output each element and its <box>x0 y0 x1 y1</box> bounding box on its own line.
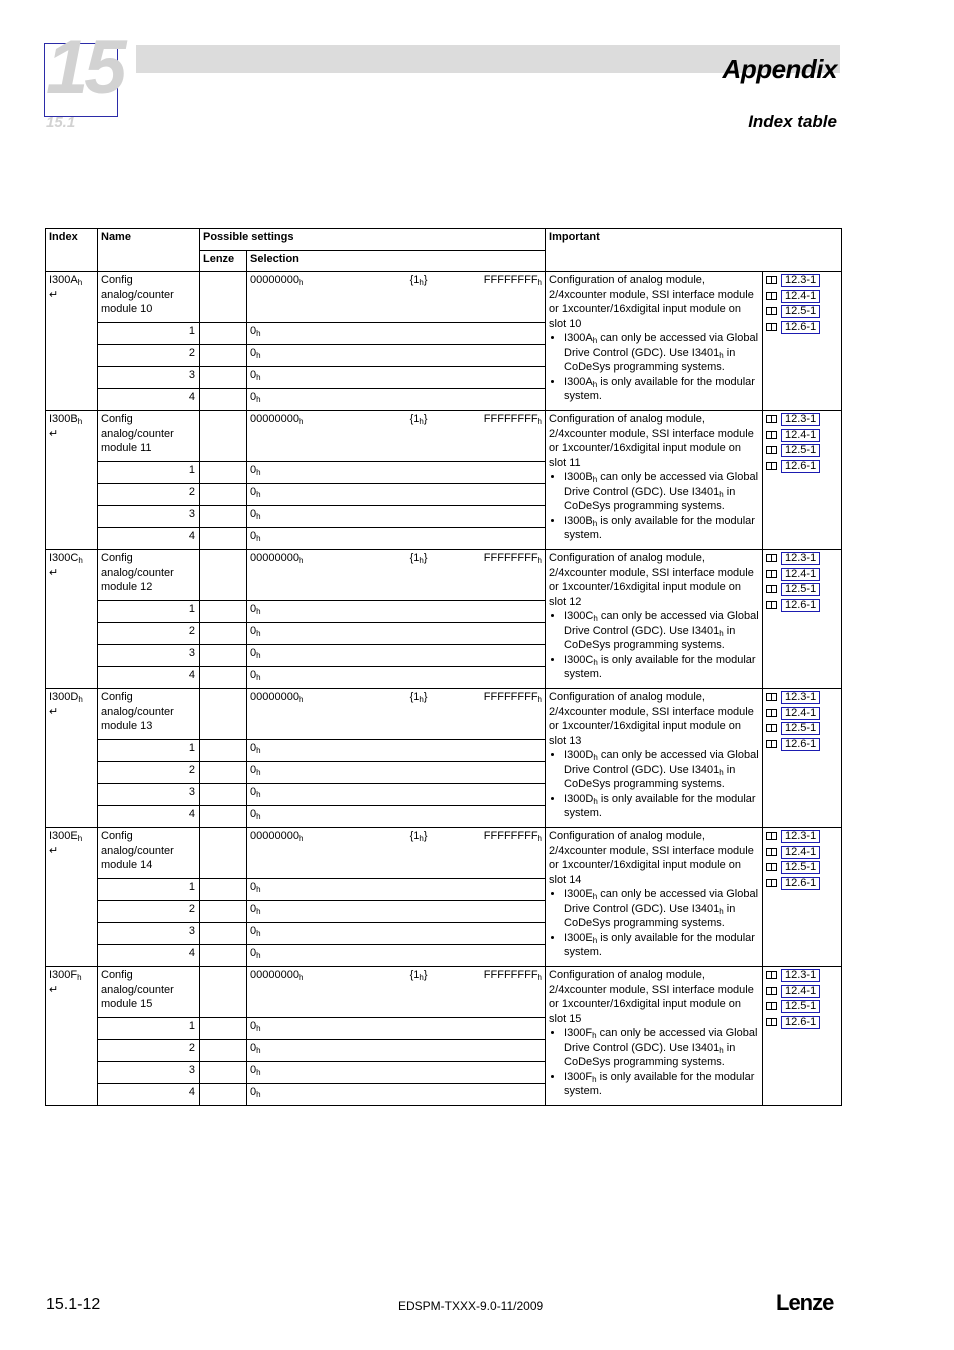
selection-step: $\{1_h\}$ <box>409 969 428 982</box>
lenze-cell <box>200 828 247 879</box>
subindex-name <box>200 462 247 484</box>
subindex-name <box>200 484 247 506</box>
important-bullet: • $I300F_h$ can only be accessed via Global Drive Control (GDC). Use $I3401_h$ in CoDeSys programming systems. <box>564 1026 759 1070</box>
subindex-lenze: $0_h$ <box>247 923 546 945</box>
important-description: Configuration of analog module, 2/4xcounter module, SSI interface module or 1xcounter/16xdigital input module on slot 12 <box>549 552 754 608</box>
table-row <box>46 689 842 740</box>
subindex-name <box>200 901 247 923</box>
subindex-number: 3 <box>98 645 200 667</box>
document-id: EDSPM-TXXX-9.0-11/2009 <box>398 1299 544 1313</box>
selection-cell <box>247 967 546 1018</box>
subindex-number: 1 <box>98 1018 200 1040</box>
important-cell <box>546 411 763 550</box>
table-row <box>46 550 842 601</box>
reference-link[interactable]: 12.5-1 <box>781 583 820 596</box>
subindex-name <box>200 623 247 645</box>
book-icon <box>766 693 777 701</box>
selection-step: $\{1_h\}$ <box>409 552 428 565</box>
important-bullet: • $I300E_h$ is only available for the modular system. <box>564 931 759 960</box>
page-number: 15.1-12 <box>46 1296 101 1313</box>
subindex-name <box>200 667 247 689</box>
subindex-lenze: $0_h$ <box>247 1040 546 1062</box>
subindex-name <box>200 323 247 345</box>
subindex-number: 4 <box>98 806 200 828</box>
reference-link[interactable]: 12.6-1 <box>781 1016 820 1029</box>
subindex-lenze: $0_h$ <box>247 389 546 411</box>
section-title: Index table <box>748 112 837 131</box>
name-cell: Config analog/counter module 15 <box>98 967 200 1018</box>
subindex-name <box>200 645 247 667</box>
important-bullet: • $I300B_h$ can only be accessed via Global Drive Control (GDC). Use $I3401_h$ in CoDeSys programming systems. <box>564 470 759 514</box>
subindex-number: 3 <box>98 367 200 389</box>
book-icon <box>766 446 777 454</box>
book-icon <box>766 1018 777 1026</box>
subindex-lenze: $0_h$ <box>247 762 546 784</box>
book-icon <box>766 585 777 593</box>
subindex-name <box>200 762 247 784</box>
subindex-number: 3 <box>98 1062 200 1084</box>
section-number: 15.1 <box>46 114 76 131</box>
important-bullet: • $I300A_h$ can only be accessed via Global Drive Control (GDC). Use $I3401_h$ in CoDeSys programming systems. <box>564 331 759 375</box>
subindex-number: 1 <box>98 323 200 345</box>
table-row <box>46 828 842 879</box>
important-bullet: • $I300C_h$ is only available for the modular system. <box>564 653 759 682</box>
important-cell <box>546 828 763 967</box>
book-icon <box>766 987 777 995</box>
important-bullet: • $I300D_h$ can only be accessed via Global Drive Control (GDC). Use $I3401_h$ in CoDeSys programming systems. <box>564 748 759 792</box>
reference-link[interactable]: 12.4-1 <box>781 429 820 442</box>
reference-cell <box>763 411 842 550</box>
subindex-lenze: $0_h$ <box>247 506 546 528</box>
subindex-lenze: $0_h$ <box>247 323 546 345</box>
selection-min: $00000000_h$ <box>250 691 304 704</box>
reference-cell <box>763 550 842 689</box>
important-bullet: • $I300F_h$ is only available for the modular system. <box>564 1070 759 1099</box>
subindex-name <box>200 1040 247 1062</box>
subindex-name <box>200 1062 247 1084</box>
important-description: Configuration of analog module, 2/4xcounter module, SSI interface module or 1xcounter/16xdigital input module on slot 10 <box>549 274 754 330</box>
book-icon <box>766 276 777 284</box>
reference-link[interactable]: 12.4-1 <box>781 290 820 303</box>
index-cell: $I300C_h$ ↵ <box>46 550 98 601</box>
header-possible-settings: Possible settings <box>200 229 546 251</box>
header-selection: Selection <box>247 251 546 272</box>
book-icon <box>766 863 777 871</box>
subindex-name <box>200 389 247 411</box>
subindex-lenze: $0_h$ <box>247 623 546 645</box>
subindex-number: 3 <box>98 506 200 528</box>
important-description: Configuration of analog module, 2/4xcounter module, SSI interface module or 1xcounter/16xdigital input module on slot 14 <box>549 830 754 886</box>
reference-link[interactable]: 12.6-1 <box>781 460 820 473</box>
book-icon <box>766 879 777 887</box>
index-cell: $I300D_h$ ↵ <box>46 689 98 740</box>
index-cell: $I300F_h$ ↵ <box>46 967 98 1018</box>
selection-min: $00000000_h$ <box>250 830 304 843</box>
subindex-lenze: $0_h$ <box>247 601 546 623</box>
book-icon <box>766 570 777 578</box>
reference-link[interactable]: 12.5-1 <box>781 1000 820 1013</box>
chapter-title: Appendix <box>722 54 837 84</box>
important-cell <box>546 272 763 411</box>
important-description: Configuration of analog module, 2/4xcounter module, SSI interface module or 1xcounter/16xdigital input module on slot 11 <box>549 413 754 469</box>
subindex-number: 1 <box>98 740 200 762</box>
subindex-name <box>200 879 247 901</box>
selection-step: $\{1_h\}$ <box>409 413 428 426</box>
selection-step: $\{1_h\}$ <box>409 691 428 704</box>
lenze-cell <box>200 550 247 601</box>
name-cell: Config analog/counter module 13 <box>98 689 200 740</box>
subindex-lenze: $0_h$ <box>247 667 546 689</box>
lenze-cell <box>200 967 247 1018</box>
selection-max: $FFFFFFFF_h$ <box>483 552 542 565</box>
important-bullet: • $I300A_h$ is only available for the modular system. <box>564 375 759 404</box>
return-arrow-icon: ↵ <box>49 427 59 440</box>
reference-link[interactable]: 12.3-1 <box>781 413 820 426</box>
index-cell: $I300E_h$ ↵ <box>46 828 98 879</box>
header-lenze: Lenze <box>200 251 247 272</box>
subindex-lenze: $0_h$ <box>247 367 546 389</box>
book-icon <box>766 601 777 609</box>
book-icon <box>766 554 777 562</box>
subindex-lenze: $0_h$ <box>247 345 546 367</box>
subindex-number: 4 <box>98 667 200 689</box>
important-bullet: • $I300E_h$ can only be accessed via Global Drive Control (GDC). Use $I3401_h$ in CoDeSys programming systems. <box>564 887 759 931</box>
reference-link[interactable]: 12.6-1 <box>781 599 820 612</box>
reference-link[interactable]: 12.4-1 <box>781 846 820 859</box>
subindex-lenze: $0_h$ <box>247 806 546 828</box>
selection-cell <box>247 689 546 740</box>
book-icon <box>766 724 777 732</box>
subindex-lenze: $0_h$ <box>247 484 546 506</box>
subindex-number: 1 <box>98 462 200 484</box>
lenze-cell <box>200 689 247 740</box>
subindex-number: 3 <box>98 923 200 945</box>
book-icon <box>766 832 777 840</box>
book-icon <box>766 709 777 717</box>
reference-link[interactable]: 12.4-1 <box>781 568 820 581</box>
subindex-lenze: $0_h$ <box>247 645 546 667</box>
subindex-lenze: $0_h$ <box>247 1084 546 1106</box>
important-description: Configuration of analog module, 2/4xcounter module, SSI interface module or 1xcounter/16xdigital input module on slot 15 <box>549 969 754 1025</box>
subindex-lenze: $0_h$ <box>247 901 546 923</box>
reference-cell <box>763 272 842 411</box>
name-cell: Config analog/counter module 12 <box>98 550 200 601</box>
header-important: Important <box>546 229 842 272</box>
reference-link[interactable]: 12.4-1 <box>781 707 820 720</box>
selection-min: $00000000_h$ <box>250 274 304 287</box>
reference-link[interactable]: 12.5-1 <box>781 861 820 874</box>
important-cell <box>546 967 763 1106</box>
subindex-lenze: $0_h$ <box>247 1062 546 1084</box>
book-icon <box>766 307 777 315</box>
important-bullet: • $I300D_h$ is only available for the modular system. <box>564 792 759 821</box>
reference-link[interactable]: 12.5-1 <box>781 444 820 457</box>
index-cell: $I300B_h$ ↵ <box>46 411 98 462</box>
subindex-name <box>200 945 247 967</box>
subindex-name <box>200 784 247 806</box>
selection-step: $\{1_h\}$ <box>409 830 428 843</box>
important-description: Configuration of analog module, 2/4xcounter module, SSI interface module or 1xcounter/16xdigital input module on slot 13 <box>549 691 754 747</box>
selection-max: $FFFFFFFF_h$ <box>483 413 542 426</box>
selection-cell <box>247 272 546 323</box>
subindex-name <box>200 1084 247 1106</box>
subindex-number: 1 <box>98 601 200 623</box>
table-row <box>46 411 842 462</box>
lenze-cell <box>200 411 247 462</box>
subindex-name <box>200 528 247 550</box>
index-cell: $I300A_h$ ↵ <box>46 272 98 323</box>
book-icon <box>766 323 777 331</box>
subindex-number: 4 <box>98 389 200 411</box>
index-table <box>45 228 842 1106</box>
subindex-number: 4 <box>98 945 200 967</box>
selection-min: $00000000_h$ <box>250 969 304 982</box>
book-icon <box>766 431 777 439</box>
reference-link[interactable]: 12.3-1 <box>781 969 820 982</box>
reference-link[interactable]: 12.3-1 <box>781 830 820 843</box>
reference-link[interactable]: 12.6-1 <box>781 738 820 751</box>
name-cell: Config analog/counter module 11 <box>98 411 200 462</box>
reference-link[interactable]: 12.5-1 <box>781 305 820 318</box>
subindex-name <box>200 601 247 623</box>
selection-cell <box>247 828 546 879</box>
subindex-number: 4 <box>98 528 200 550</box>
return-arrow-icon: ↵ <box>49 983 59 996</box>
subindex-number: 2 <box>98 901 200 923</box>
selection-max: $FFFFFFFF_h$ <box>483 830 542 843</box>
selection-max: $FFFFFFFF_h$ <box>483 691 542 704</box>
subindex-number: 4 <box>98 1084 200 1106</box>
return-arrow-icon: ↵ <box>49 844 59 857</box>
reference-link[interactable]: 12.5-1 <box>781 722 820 735</box>
reference-link[interactable]: 12.4-1 <box>781 985 820 998</box>
table-row <box>46 967 842 1018</box>
subindex-name <box>200 367 247 389</box>
subindex-number: 2 <box>98 762 200 784</box>
header-index: Index <box>46 229 98 272</box>
reference-link[interactable]: 12.3-1 <box>781 552 820 565</box>
subindex-lenze: $0_h$ <box>247 462 546 484</box>
subindex-lenze: $0_h$ <box>247 740 546 762</box>
subindex-name <box>200 1018 247 1040</box>
name-cell: Config analog/counter module 10 <box>98 272 200 323</box>
subindex-number: 2 <box>98 484 200 506</box>
subindex-lenze: $0_h$ <box>247 528 546 550</box>
reference-cell <box>763 967 842 1106</box>
selection-max: $FFFFFFFF_h$ <box>483 274 542 287</box>
selection-cell <box>247 550 546 601</box>
book-icon <box>766 740 777 748</box>
important-cell <box>546 689 763 828</box>
reference-cell <box>763 828 842 967</box>
book-icon <box>766 415 777 423</box>
subindex-number: 2 <box>98 345 200 367</box>
return-arrow-icon: ↵ <box>49 288 59 301</box>
book-icon <box>766 971 777 979</box>
subindex-number: 2 <box>98 1040 200 1062</box>
reference-link[interactable]: 12.3-1 <box>781 274 820 287</box>
subindex-name <box>200 345 247 367</box>
lenze-logo: Lenze <box>776 1290 834 1315</box>
subindex-name <box>200 806 247 828</box>
book-icon <box>766 1002 777 1010</box>
subindex-name <box>200 740 247 762</box>
subindex-number: 3 <box>98 784 200 806</box>
subindex-name <box>200 923 247 945</box>
subindex-name <box>200 506 247 528</box>
table-row <box>46 272 842 323</box>
subindex-number: 1 <box>98 879 200 901</box>
book-icon <box>766 292 777 300</box>
subindex-lenze: $0_h$ <box>247 879 546 901</box>
name-cell: Config analog/counter module 14 <box>98 828 200 879</box>
book-icon <box>766 462 777 470</box>
return-arrow-icon: ↵ <box>49 566 59 579</box>
book-icon <box>766 848 777 856</box>
subindex-lenze: $0_h$ <box>247 1018 546 1040</box>
subindex-lenze: $0_h$ <box>247 945 546 967</box>
reference-cell <box>763 689 842 828</box>
reference-link[interactable]: 12.6-1 <box>781 877 820 890</box>
selection-max: $FFFFFFFF_h$ <box>483 969 542 982</box>
chapter-number: 15 <box>46 25 123 110</box>
reference-link[interactable]: 12.3-1 <box>781 691 820 704</box>
selection-cell <box>247 411 546 462</box>
subindex-number: 2 <box>98 623 200 645</box>
reference-link[interactable]: 12.6-1 <box>781 321 820 334</box>
selection-step: $\{1_h\}$ <box>409 274 428 287</box>
subindex-lenze: $0_h$ <box>247 784 546 806</box>
important-bullet: • $I300C_h$ can only be accessed via Global Drive Control (GDC). Use $I3401_h$ in CoDeSys programming systems. <box>564 609 759 653</box>
return-arrow-icon: ↵ <box>49 705 59 718</box>
important-bullet: • $I300B_h$ is only available for the modular system. <box>564 514 759 543</box>
selection-min: $00000000_h$ <box>250 413 304 426</box>
header-name: Name <box>98 229 200 272</box>
lenze-cell <box>200 272 247 323</box>
selection-min: $00000000_h$ <box>250 552 304 565</box>
important-cell <box>546 550 763 689</box>
